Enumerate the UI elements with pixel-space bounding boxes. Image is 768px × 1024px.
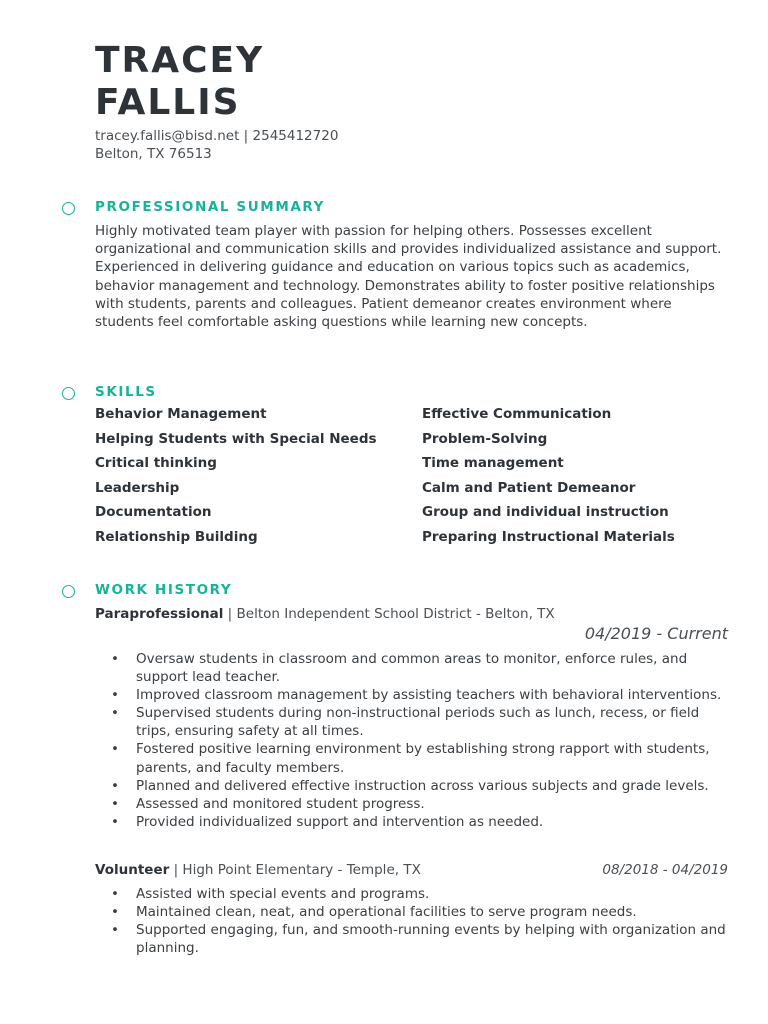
job-header <box>95 605 728 623</box>
contact-line: tracey.fallis@bisd.net | 2545412720 <box>95 128 339 144</box>
skill-item: Preparing Instructional Materials <box>422 529 675 545</box>
address: Belton, TX 76513 <box>95 146 212 162</box>
list-item: • Assessed and monitored student progress. <box>136 795 728 813</box>
job-header <box>95 861 728 879</box>
skill-item: Critical thinking <box>95 455 217 472</box>
job-title: Volunteer <box>95 862 170 878</box>
last-name: FALLIS <box>95 82 241 123</box>
job-separator: | <box>227 606 233 622</box>
skill-item: Effective Communication <box>422 406 612 422</box>
section-circle-icon <box>62 585 75 598</box>
job-bullets <box>95 650 728 831</box>
contact-info <box>95 127 338 163</box>
list-item: • Supervised students during non-instructional periods such as lunch, recess, or field trips, ensuring safety at all times. <box>136 704 728 740</box>
list-item: • Fostered positive learning environment by establishing strong rapport with students, parents, and faculty members. <box>136 740 728 776</box>
list-item: • Maintained clean, neat, and operational facilities to serve program needs. <box>136 903 728 921</box>
job-company: Belton Independent School District - Belton, TX <box>236 606 555 622</box>
job-dates: 08/2018 - 04/2019 <box>602 862 728 878</box>
section-circle-icon <box>62 202 75 215</box>
skill-item: Calm and Patient Demeanor <box>422 479 636 496</box>
section-title: SKILLS <box>95 384 157 400</box>
skill-item: Documentation <box>95 504 212 521</box>
section-title: PROFESSIONAL SUMMARY <box>95 199 326 215</box>
job-bullets <box>95 885 728 957</box>
skill-item: Group and individual instruction <box>422 504 669 521</box>
job-title: Paraprofessional <box>95 606 224 622</box>
list-item: • Provided individualized support and intervention as needed. <box>136 813 728 831</box>
job-separator: | <box>173 862 179 878</box>
job-company: High Point Elementary - Temple, TX <box>182 862 421 878</box>
section-circle-icon <box>62 387 75 400</box>
list-item: • Supported engaging, fun, and smooth-running events by helping with organization and planning. <box>136 921 728 957</box>
list-item: • Planned and delivered effective instruction across various subjects and grade levels. <box>136 777 728 795</box>
list-item: • Assisted with special events and programs. <box>136 885 728 903</box>
first-name: TRACEY <box>95 40 265 81</box>
candidate-name <box>95 40 264 124</box>
section-title: WORK HISTORY <box>95 582 233 598</box>
skill-item: Relationship Building <box>95 529 258 545</box>
skill-item: Problem-Solving <box>422 430 548 447</box>
summary-text: Highly motivated team player with passion for helping others. Possesses excellent organizational and communication skills and provides individualized assistance and support. Experienced in delivering guidance and education on various topics such as academics, behavior management and technology. Demonstrates ability to foster positive relationships with students, parents and colleagues. Patient demeanor creates environment where students feel comfortable asking questions while learning new concepts. <box>95 223 722 331</box>
skill-item: Leadership <box>95 479 180 496</box>
skill-item: Time management <box>422 455 564 472</box>
job-dates: 04/2019 - Current <box>584 624 728 643</box>
skill-item: Behavior Management <box>95 406 267 422</box>
list-item: • Improved classroom management by assisting teachers with behavioral interventions. <box>136 686 728 704</box>
skill-item: Helping Students with Special Needs <box>95 430 377 447</box>
list-item: • Oversaw students in classroom and common areas to monitor, enforce rules, and support lead teacher. <box>136 650 728 686</box>
